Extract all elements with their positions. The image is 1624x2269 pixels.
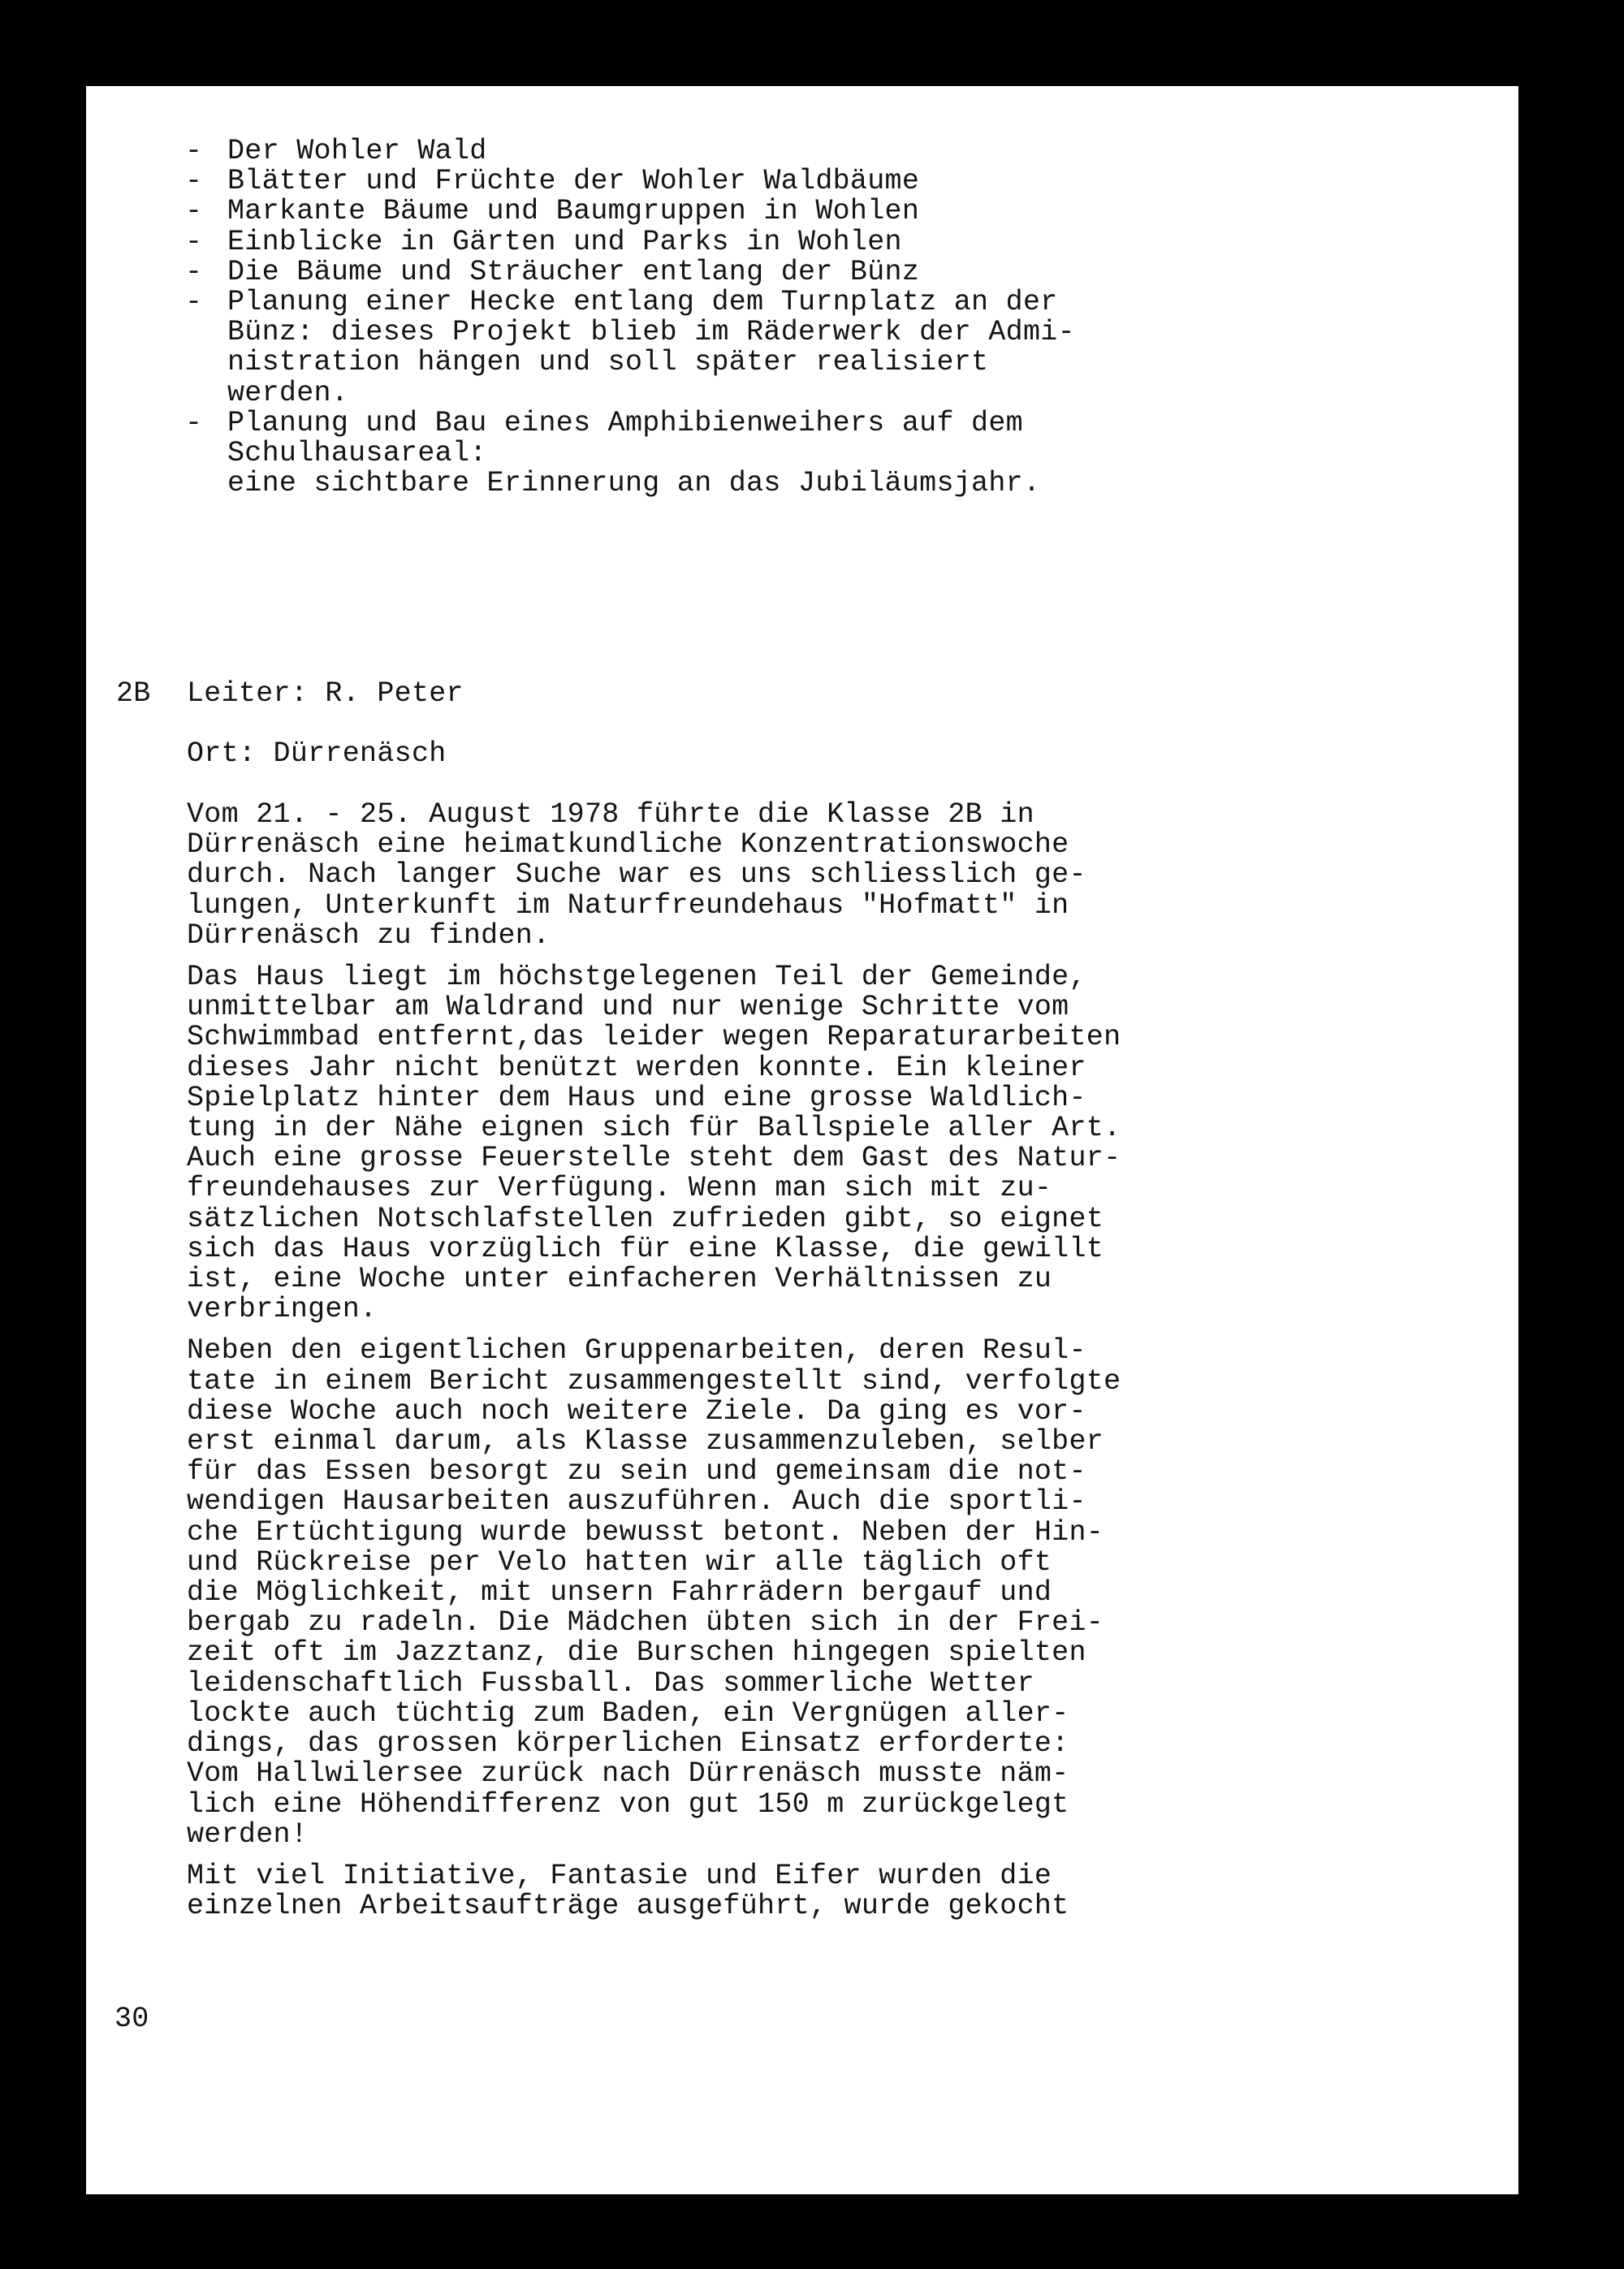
paragraph-line: Dürrenäsch zu finden. <box>187 918 551 952</box>
paragraph-line: dieses Jahr nicht benützt werden konnte. Ein kleiner <box>187 1051 1086 1084</box>
paragraph-line: lungen, Unterkunft im Naturfreundehaus "Hofmatt" in <box>187 888 1069 922</box>
bullet-dash: - <box>185 406 203 439</box>
list-item-line <box>185 407 1023 439</box>
paragraph-line: Neben den eigentlichen Gruppenarbeiten, deren Resul- <box>187 1334 1086 1368</box>
list-item-text: Planung und Bau eines Amphibienweihers auf dem <box>227 406 1023 439</box>
paragraph <box>187 1336 1356 1849</box>
scan-speck <box>1546 1601 1550 1613</box>
list-item <box>185 227 1075 257</box>
list-item-text: Der Wohler Wald <box>227 135 487 167</box>
paragraph <box>187 800 1356 951</box>
paragraph-line: zeit oft im Jazztanz, die Burschen hingegen spielten <box>187 1636 1086 1670</box>
paragraph <box>187 962 1356 1325</box>
paragraph-line: bergab zu radeln. Die Mädchen übten sich in der Frei- <box>187 1606 1104 1640</box>
paragraph-line: che Ertüchtigung wurde bewusst betont. Neben der Hin- <box>187 1515 1104 1549</box>
list-item-line <box>185 256 919 288</box>
list-item <box>185 408 1075 499</box>
bullet-dash: - <box>185 255 203 288</box>
section-place: Ort: Dürrenäsch <box>187 737 447 770</box>
paragraph-line: Dürrenäsch eine heimatkundliche Konzentrationswoche <box>187 828 1069 862</box>
scan-speck <box>1546 1733 1549 1737</box>
list-item-continuation: nistration hängen und soll später realisiert <box>227 346 989 379</box>
list-item-line <box>185 286 1058 318</box>
paragraph-line: sätzlichen Notschlafstellen zufrieden gibt, so eignet <box>187 1202 1104 1235</box>
list-item-text: Einblicke in Gärten und Parks in Wohlen <box>227 225 902 258</box>
paragraph-line: wendigen Hausarbeiten auszuführen. Auch die sportli- <box>187 1485 1086 1519</box>
bullet-dash: - <box>185 225 203 258</box>
paragraph-line: Spielplatz hinter dem Haus und eine grosse Waldlich- <box>187 1081 1086 1114</box>
bullet-dash: - <box>185 195 203 228</box>
section-label: 2B <box>116 677 151 710</box>
paragraph-line: die Möglichkeit, mit unsern Fahrrädern bergauf und <box>187 1576 1052 1610</box>
list-item-text: Die Bäume und Sträucher entlang der Bünz <box>227 255 920 288</box>
bullet-dash: - <box>185 135 203 167</box>
paragraph-line: durch. Nach langer Suche war es uns schliesslich ge- <box>187 858 1086 892</box>
paragraph-line: einzelnen Arbeitsaufträge ausgeführt, wurde gekocht <box>187 1890 1069 1923</box>
bullet-dash: - <box>185 165 203 198</box>
paragraph-line: Mit viel Initiative, Fantasie und Eifer wurden die <box>187 1859 1052 1892</box>
list-item-continuation: werden. <box>227 376 349 409</box>
paragraph-line: verbringen. <box>187 1293 378 1326</box>
list-item-continuation: eine sichtbare Erinnerung an das Jubiläumsjahr. <box>227 467 1041 500</box>
paragraph-line: Vom Hallwilersee zurück nach Dürrenäsch musste näm- <box>187 1757 1069 1791</box>
list-item <box>185 197 1075 227</box>
paragraph-line: Schwimmbad entfernt,das leider wegen Reparaturarbeiten <box>187 1021 1121 1054</box>
report-body <box>187 800 1356 1933</box>
paragraph <box>187 1861 1356 1921</box>
paragraph-line: erst einmal darum, als Klasse zusammenzuleben, selber <box>187 1425 1104 1459</box>
paragraph-line: und Rückreise per Velo hatten wir alle täglich oft <box>187 1545 1052 1579</box>
paragraph-line: dings, das grossen körperlichen Einsatz erforderte: <box>187 1727 1069 1761</box>
list-item-line <box>185 195 919 227</box>
paragraph-line: für das Essen besorgt zu sein und gemeinsam die not- <box>187 1455 1086 1489</box>
list-item <box>185 287 1075 408</box>
list-item <box>185 257 1075 287</box>
list-item-text: Markante Bäume und Baumgruppen in Wohlen <box>227 195 920 228</box>
paragraph-line: leidenschaftlich Fussball. Das sommerliche Wetter <box>187 1666 1034 1700</box>
paragraph-line: tung in der Nähe eignen sich für Ballspiele aller Art. <box>187 1112 1121 1145</box>
paragraph-line: Vom 21. - 25. August 1978 führte die Klasse 2B in <box>187 798 1034 831</box>
paragraph-line: lich eine Höhendifferenz von gut 150 m zurückgelegt <box>187 1787 1069 1821</box>
list-item-text: Planung einer Hecke entlang dem Turnplatz an der <box>227 286 1058 319</box>
paragraph-line: sich das Haus vorzüglich für eine Klasse, die gewillt <box>187 1232 1104 1265</box>
paragraph-line: unmittelbar am Waldrand und nur wenige Schritte vom <box>187 991 1069 1024</box>
paragraph-line: diese Woche auch noch weitere Ziele. Da ging es vor- <box>187 1394 1086 1428</box>
list-item-text: Blätter und Früchte der Wohler Waldbäume <box>227 165 920 198</box>
list-item-line <box>185 135 487 167</box>
topic-list <box>185 136 1075 499</box>
paragraph-line: lockte auch tüchtig zum Baden, ein Vergnügen aller- <box>187 1696 1069 1730</box>
section-leader: Leiter: R. Peter <box>187 677 464 710</box>
paragraph-line: Das Haus liegt im höchstgelegenen Teil der Gemeinde, <box>187 961 1086 994</box>
paragraph-line: freundehauses zur Verfügung. Wenn man sich mit zu- <box>187 1172 1052 1205</box>
list-item <box>185 166 1075 197</box>
list-item-line <box>185 165 919 197</box>
paragraph-line: tate in einem Bericht zusammengestellt sind, verfolgte <box>187 1364 1121 1398</box>
paragraph-line: ist, eine Woche unter einfacheren Verhältnissen zu <box>187 1263 1052 1296</box>
paragraph-line: Auch eine grosse Feuerstelle steht dem Gast des Natur- <box>187 1142 1121 1175</box>
paragraph-line: werden! <box>187 1817 309 1851</box>
list-item-line <box>185 226 902 258</box>
list-item-continuation: Bünz: dieses Projekt blieb im Räderwerk der Admi- <box>227 316 1075 349</box>
page-number: 30 <box>114 2003 149 2035</box>
bullet-dash: - <box>185 286 203 319</box>
list-item-continuation: Schulhausareal: <box>227 437 487 470</box>
list-item <box>185 136 1075 166</box>
